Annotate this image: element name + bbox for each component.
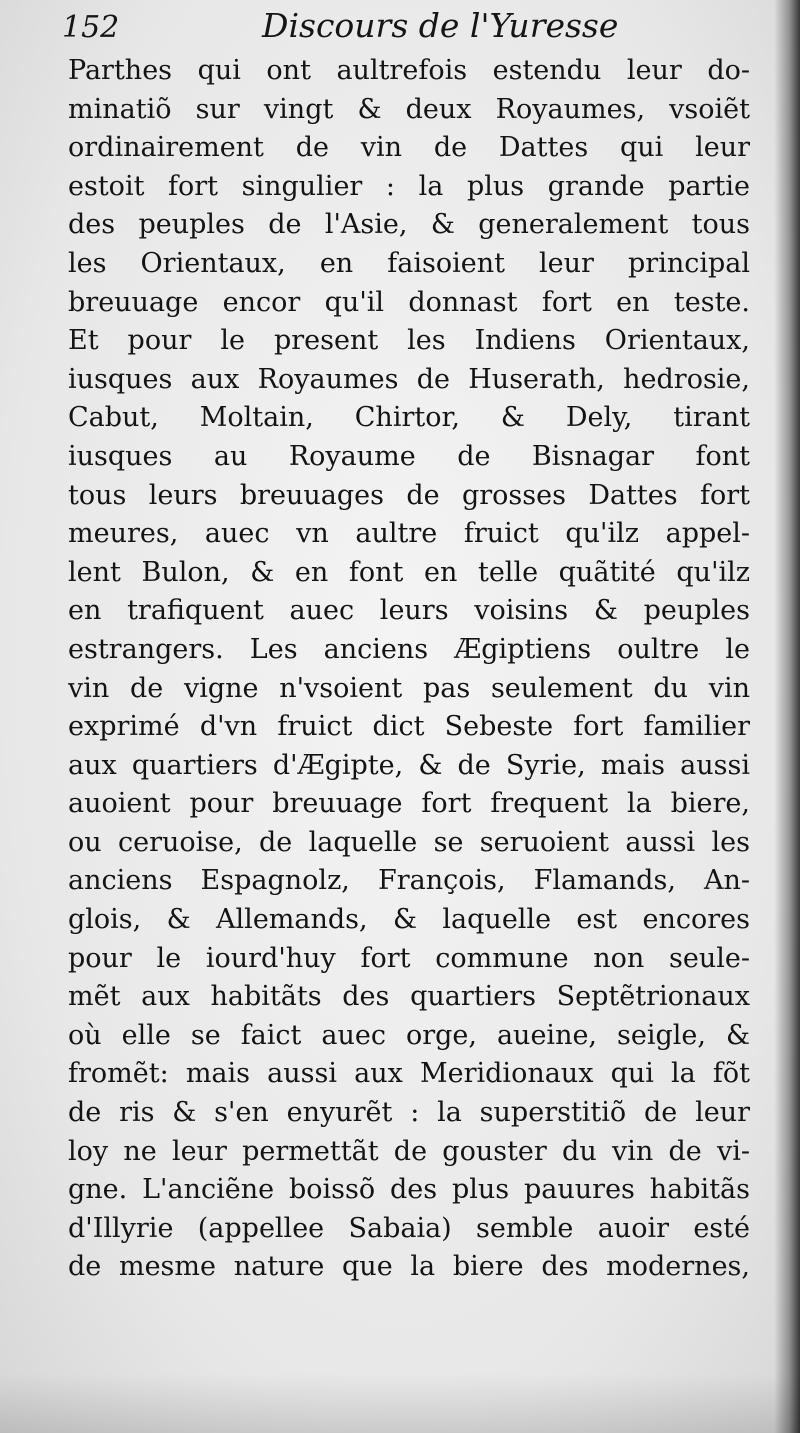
text-line: vin de vigne n'vsoient pas seulement du vin <box>68 672 750 704</box>
body-text <box>68 52 750 1287</box>
text-line: estrangers. Les anciens Ægiptiens oultre le <box>68 633 750 665</box>
text-line: iusques aux Royaumes de Huserath, hedrosie, <box>68 363 750 395</box>
text-line: Parthes qui ont aultrefois estendu leur do- <box>68 55 750 86</box>
text-line: tous leurs breuuages de grosses Dattes fort <box>68 479 750 511</box>
page-gutter-shadow <box>774 0 800 1433</box>
text-line: des peuples de l'Asie, & generalement tous <box>68 209 750 241</box>
text-line: en trafiquent auec leurs voisins & peuples <box>68 595 750 627</box>
text-line: de ris & s'en enyurẽt : la superstitiõ de leur <box>68 1097 750 1129</box>
text-line: ordinairement de vin de Dattes qui leur <box>68 132 750 164</box>
text-line: estoit fort singulier : la plus grande partie <box>68 170 750 202</box>
text-line: meures, auec vn aultre fruict qu'ilz appel- <box>68 518 750 550</box>
running-head: Discours de l'Yuresse <box>262 6 619 45</box>
text-line: glois, & Allemands, & laquelle est encores <box>68 904 750 936</box>
text-line: d'Illyrie (appellee Sabaia) semble auoir esté <box>68 1212 750 1244</box>
text-line: minatiõ sur vingt & deux Royaumes, vsoiẽt <box>68 93 750 125</box>
text-line: les Orientaux, en faisoient leur principal <box>68 247 750 279</box>
text-line: fromẽt: mais aussi aux Meridionaux qui la fõt <box>68 1058 750 1090</box>
text-line: exprimé d'vn fruict dict Sebeste fort familier <box>68 711 750 743</box>
text-line: auoient pour breuuage fort frequent la biere, <box>68 788 750 820</box>
text-line: mẽt aux habitãts des quartiers Septẽtrionaux <box>68 981 750 1013</box>
text-line: anciens Espagnolz, François, Flamands, An- <box>68 865 750 897</box>
text-line: iusques au Royaume de Bisnagar font <box>68 440 750 472</box>
text-line: où elle se faict auec orge, aueine, seigle, & <box>68 1019 750 1051</box>
text-line: breuuage encor qu'il donnast fort en teste. <box>68 286 750 318</box>
text-line: Cabut, Moltain, Chirtor, & Dely, tirant <box>68 402 750 434</box>
text-line: Et pour le present les Indiens Orientaux, <box>68 325 750 357</box>
text-line: lent Bulon, & en font en telle quãtité qu'ilz <box>68 556 750 588</box>
text-line: pour le iourd'huy fort commune non seule- <box>68 942 750 974</box>
text-line: aux quartiers d'Ægipte, & de Syrie, mais aussi <box>68 749 750 781</box>
text-line: de mesme nature que la biere des modernes, <box>68 1251 750 1283</box>
page-number: 152 <box>62 10 120 45</box>
page-header <box>62 6 742 48</box>
text-line: loy ne leur permettãt de gouster du vin de vi- <box>68 1135 750 1167</box>
text-line: ou ceruoise, de laquelle se seruoient aussi les <box>68 826 750 858</box>
page-bottom-shade <box>0 1373 800 1433</box>
text-line: gne. L'anciẽne boissõ des plus pauures habitãs <box>68 1174 750 1206</box>
